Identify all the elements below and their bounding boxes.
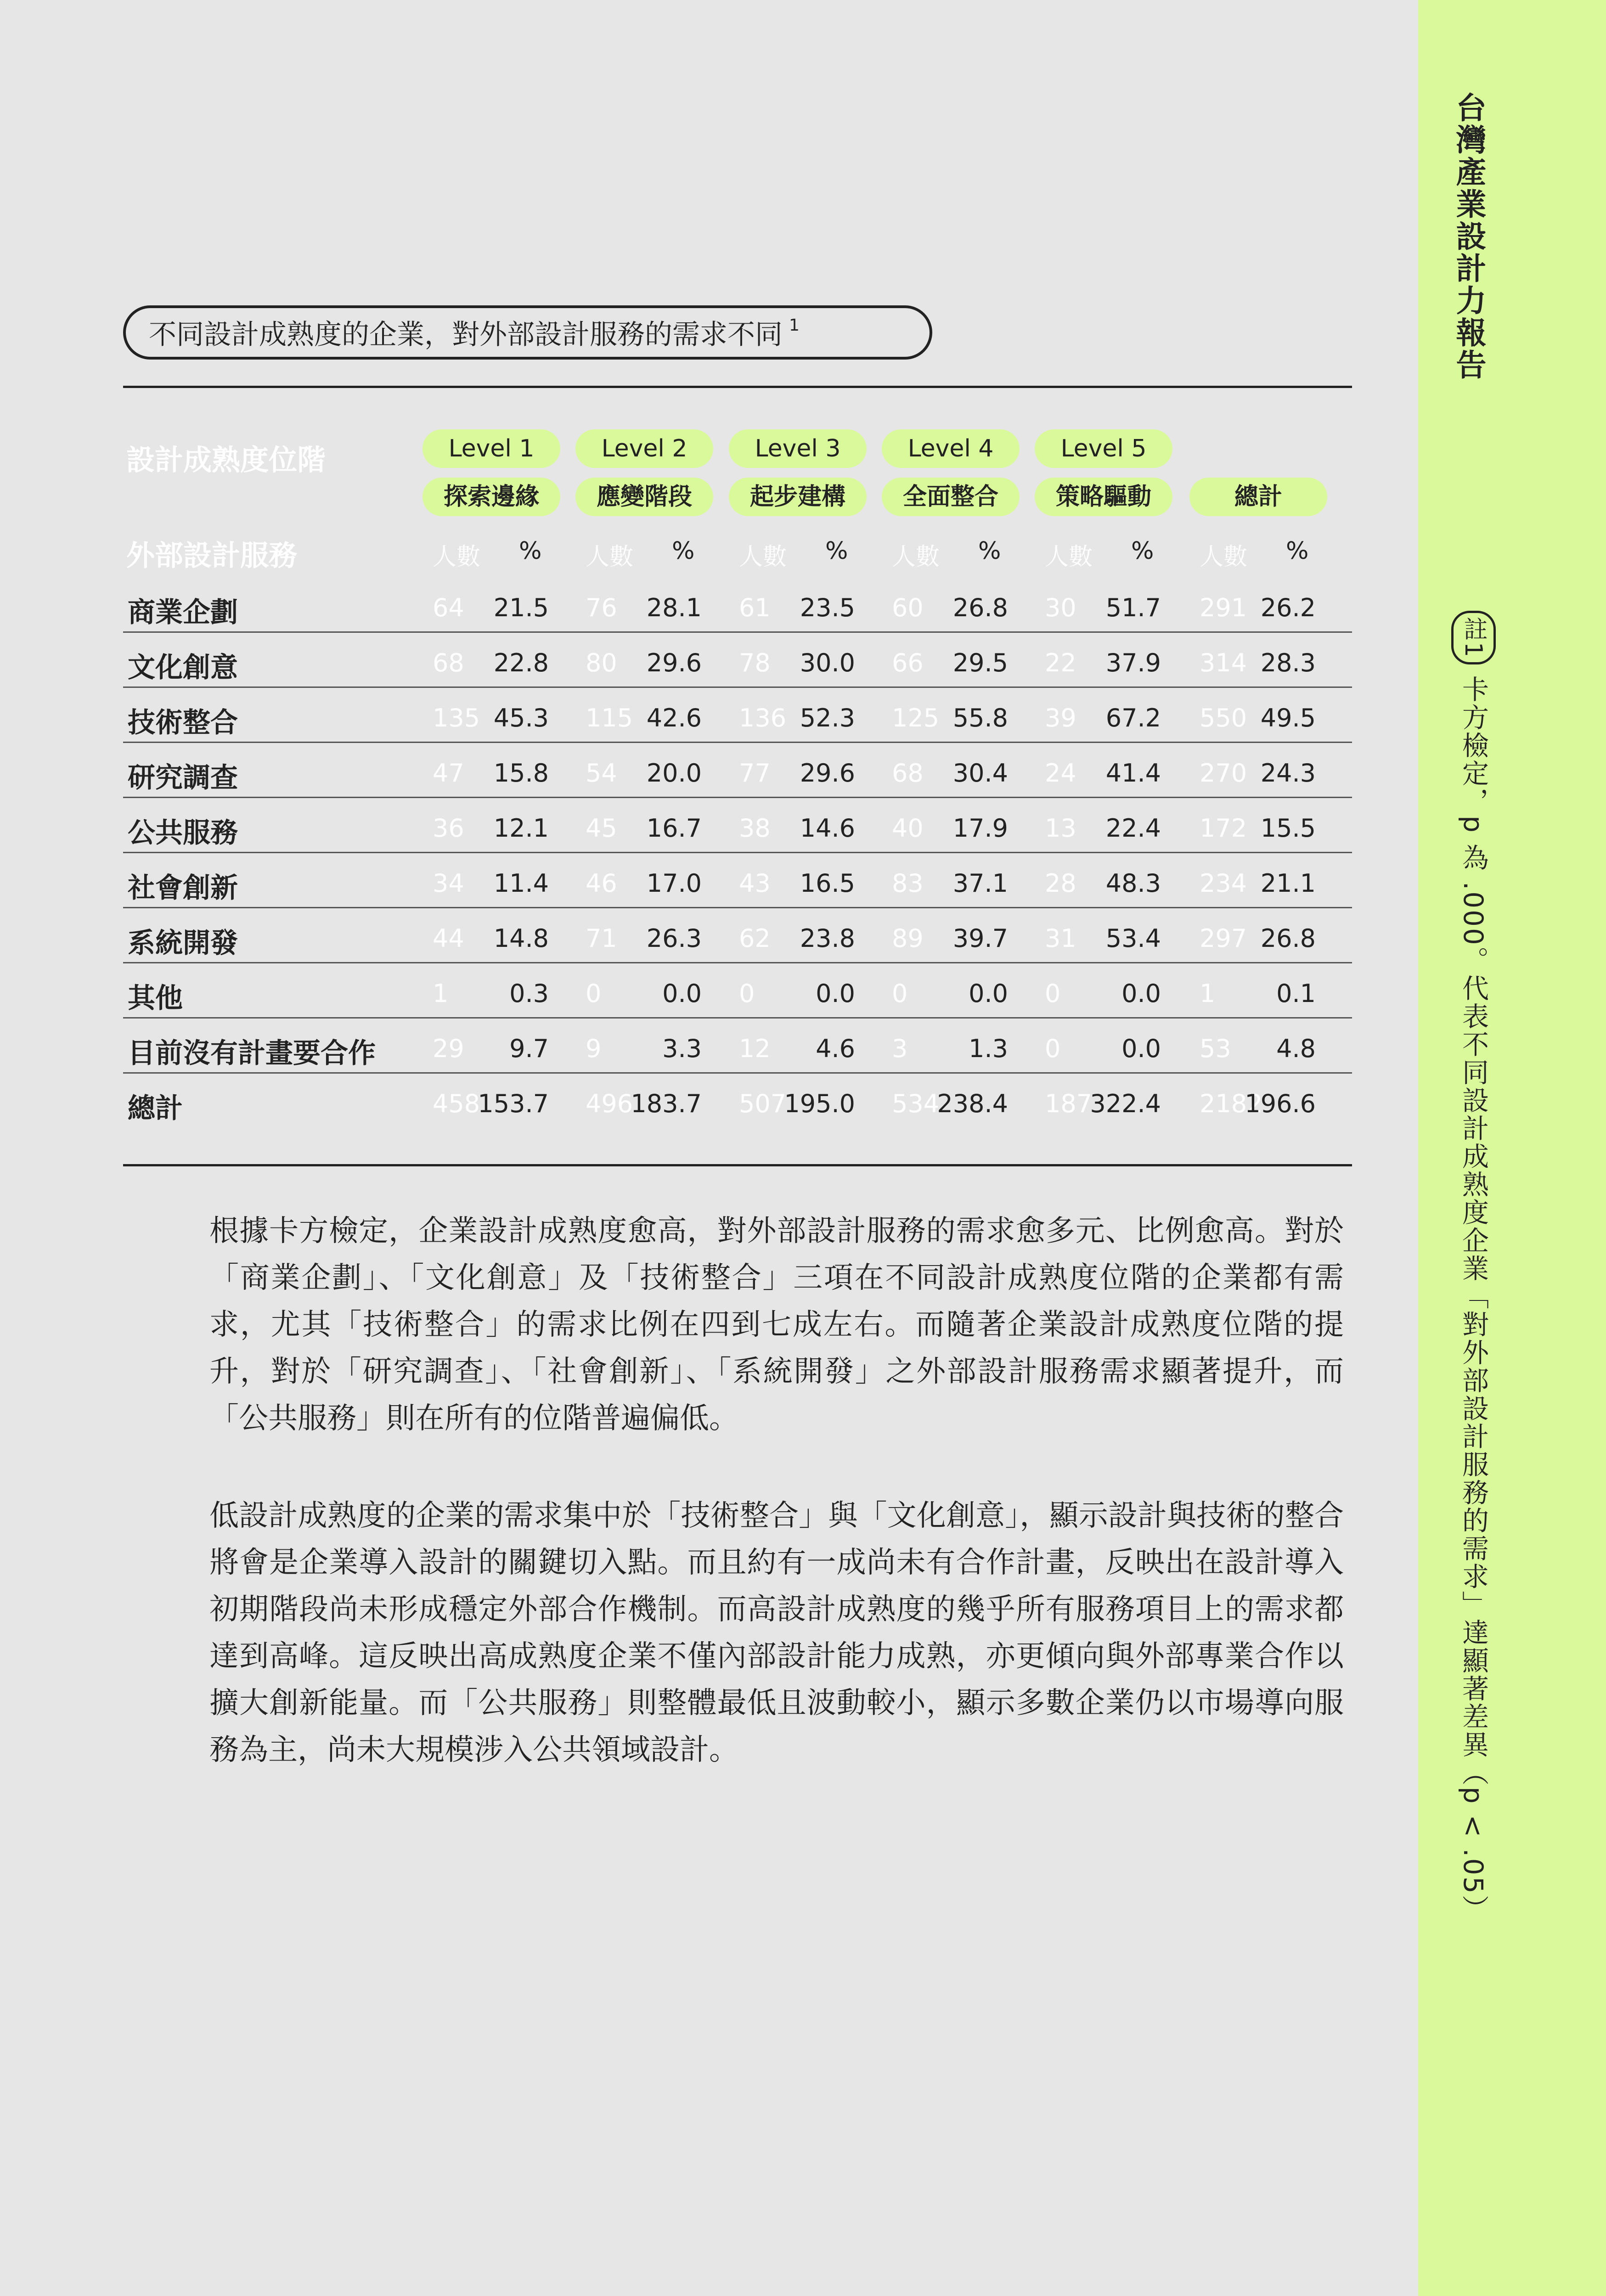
percent-cell: 55.8 — [952, 703, 1008, 732]
percent-cell: 1.3 — [969, 1034, 1008, 1063]
percent-cell: 48.3 — [1105, 869, 1161, 898]
percent-cell: 30.4 — [952, 759, 1008, 788]
count-cell: 46 — [586, 869, 617, 898]
table-bottom-rule — [123, 1164, 1352, 1166]
count-cell: 9 — [586, 1034, 602, 1063]
count-cell: 0 — [739, 979, 755, 1008]
count-cell: 172 — [1200, 814, 1247, 843]
count-cell: 135 — [433, 703, 480, 732]
percent-cell: 30.0 — [800, 648, 855, 677]
percent-cell: 195.0 — [784, 1089, 855, 1118]
percent-cell: 15.5 — [1260, 814, 1316, 843]
service-name: 研究調查 — [128, 762, 238, 794]
caption-footnote-mark: 1 — [789, 315, 800, 335]
percent-cell: 21.5 — [493, 593, 549, 622]
col-header-label: 外部設計服務 — [126, 539, 298, 572]
count-column-header: 人數 — [1200, 543, 1248, 571]
service-name: 技術整合 — [128, 707, 238, 739]
count-cell: 68 — [892, 759, 924, 788]
service-name: 系統開發 — [128, 927, 238, 959]
count-column-header: 人數 — [433, 543, 481, 571]
table-row — [123, 1019, 1352, 1074]
count-column-header: 人數 — [1045, 543, 1093, 571]
count-cell: 45 — [586, 814, 617, 843]
percent-cell: 28.3 — [1260, 648, 1316, 677]
percent-cell: 17.9 — [952, 814, 1008, 843]
count-cell: 60 — [892, 593, 924, 622]
percent-column-header: % — [519, 537, 542, 565]
table-caption — [123, 305, 932, 360]
count-cell: 22 — [1045, 648, 1076, 677]
level-pill: Level 5 — [1035, 429, 1172, 468]
table-row — [123, 908, 1352, 963]
table-row — [123, 798, 1352, 853]
percent-cell: 51.7 — [1105, 593, 1161, 622]
stage-pill: 應變階段 — [575, 478, 713, 516]
paragraph-2: 低設計成熟度的企業的需求集中於「技術整合」與「文化創意」，顯示設計與技術的整合將會是企業導入設計的關鍵切入點。而且約有一成尚未有合作計畫，反映出在設計導入初期階段尚未形成穩定外部合作機制。而高設計成熟度的幾乎所有服務項目上的需求都達到高峰。這反映出高成熟度企業不僅內部設計能力成熟，亦更傾向與外部專業合作以擴大創新能量。而「公共服務」則整體最低且波動較小，顯示多數企業仍以市場導向服務為主，尚未大規模涉入公共領域設計。 — [209, 1499, 1344, 1767]
percent-cell: 23.8 — [800, 924, 855, 953]
percent-cell: 26.8 — [1260, 924, 1316, 953]
percent-cell: 0.1 — [1276, 979, 1316, 1008]
count-cell: 38 — [739, 814, 771, 843]
table-row — [123, 633, 1352, 688]
count-cell: 136 — [739, 703, 787, 732]
percent-cell: 238.4 — [937, 1089, 1008, 1118]
count-cell: 62 — [739, 924, 771, 953]
paragraph-1: 根據卡方檢定，企業設計成熟度愈高，對外部設計服務的需求愈多元、比例愈高。對於「商業企劃」、「文化創意」及「技術整合」三項在不同設計成熟度位階的企業都有需求，尤其「技術整合」的需求比例在四到七成左右。而隨著企業設計成熟度位階的提升，對於「研究調查」、「社會創新」、「系統開發」之外部設計服務需求顯著提升，而「公共服務」則在所有的位階普遍偏低。 — [209, 1214, 1344, 1435]
count-cell: 83 — [892, 869, 924, 898]
percent-cell: 52.3 — [800, 703, 855, 732]
count-cell: 77 — [739, 759, 771, 788]
table-row — [123, 1074, 1352, 1129]
count-cell: 29 — [433, 1034, 464, 1063]
level-pill: Level 3 — [729, 429, 867, 468]
percent-cell: 29.6 — [800, 759, 855, 788]
count-cell: 187 — [1045, 1089, 1093, 1118]
count-cell: 270 — [1200, 759, 1247, 788]
stage-pill: 策略驅動 — [1035, 478, 1172, 516]
count-cell: 64 — [433, 593, 464, 622]
percent-cell: 322.4 — [1090, 1089, 1161, 1118]
count-cell: 78 — [739, 648, 771, 677]
caption-text: 不同設計成熟度的企業，對外部設計服務的需求不同 — [149, 319, 783, 351]
stage-pill: 起步建構 — [729, 478, 867, 516]
percent-cell: 22.4 — [1105, 814, 1161, 843]
count-cell: 34 — [433, 869, 464, 898]
count-cell: 13 — [1045, 814, 1076, 843]
footnote-text: 卡方檢定，p 為 .000。代表不同設計成熟度企業「對外部設計服務的需求」達顯著差異（p < .05） — [1458, 675, 1489, 1923]
count-cell: 234 — [1200, 869, 1247, 898]
count-cell: 36 — [433, 814, 464, 843]
count-cell: 115 — [586, 703, 633, 732]
count-cell: 24 — [1045, 759, 1076, 788]
count-cell: 507 — [739, 1089, 787, 1118]
percent-cell: 39.7 — [952, 924, 1008, 953]
count-cell: 71 — [586, 924, 617, 953]
count-cell: 0 — [892, 979, 908, 1008]
count-cell: 39 — [1045, 703, 1076, 732]
percent-cell: 45.3 — [493, 703, 549, 732]
percent-cell: 26.3 — [646, 924, 702, 953]
percent-cell: 0.0 — [1121, 1034, 1161, 1063]
percent-column-header: % — [1131, 537, 1154, 565]
count-cell: 40 — [892, 814, 924, 843]
count-cell: 28 — [1045, 869, 1076, 898]
count-column-header: 人數 — [739, 543, 787, 571]
service-name: 商業企劃 — [128, 597, 238, 629]
percent-cell: 4.8 — [1276, 1034, 1316, 1063]
count-cell: 12 — [739, 1034, 771, 1063]
table-row — [123, 963, 1352, 1019]
percent-cell: 20.0 — [646, 759, 702, 788]
percent-cell: 49.5 — [1260, 703, 1316, 732]
percent-cell: 67.2 — [1105, 703, 1161, 732]
percent-cell: 15.8 — [493, 759, 549, 788]
percent-cell: 4.6 — [816, 1034, 855, 1063]
count-cell: 44 — [433, 924, 464, 953]
footnote-badge: 註1 — [1451, 611, 1496, 664]
count-cell: 2182 — [1200, 1089, 1263, 1118]
table-top-rule — [123, 386, 1352, 388]
level-pill: Level 4 — [882, 429, 1020, 468]
percent-cell: 0.0 — [969, 979, 1008, 1008]
count-cell: 3 — [892, 1034, 908, 1063]
count-cell: 1 — [1200, 979, 1216, 1008]
count-cell: 291 — [1200, 593, 1247, 622]
percent-cell: 21.1 — [1260, 869, 1316, 898]
percent-cell: 42.6 — [646, 703, 702, 732]
count-cell: 89 — [892, 924, 924, 953]
table-row — [123, 688, 1352, 743]
percent-cell: 22.8 — [493, 648, 549, 677]
percent-cell: 196.6 — [1245, 1089, 1316, 1118]
count-cell: 458 — [433, 1089, 480, 1118]
percent-cell: 0.3 — [509, 979, 549, 1008]
footnote — [1451, 611, 1496, 1923]
count-cell: 0 — [1045, 1034, 1061, 1063]
service-name: 文化創意 — [128, 652, 238, 684]
stage-pill: 探索邊緣 — [423, 478, 560, 516]
count-cell: 66 — [892, 648, 924, 677]
count-cell: 534 — [892, 1089, 940, 1118]
percent-column-header: % — [825, 537, 848, 565]
stage-pill: 總計 — [1189, 478, 1327, 516]
count-column-header: 人數 — [586, 543, 634, 571]
percent-cell: 28.1 — [646, 593, 702, 622]
percent-cell: 12.1 — [493, 814, 549, 843]
table-row — [123, 743, 1352, 798]
percent-cell: 3.3 — [662, 1034, 702, 1063]
percent-column-header: % — [672, 537, 695, 565]
percent-cell: 26.8 — [952, 593, 1008, 622]
count-cell: 496 — [586, 1089, 633, 1118]
percent-cell: 153.7 — [478, 1089, 549, 1118]
percent-cell: 26.2 — [1260, 593, 1316, 622]
count-cell: 0 — [586, 979, 602, 1008]
percent-cell: 0.0 — [662, 979, 702, 1008]
level-pill: Level 1 — [423, 429, 560, 468]
percent-cell: 16.7 — [646, 814, 702, 843]
count-cell: 54 — [586, 759, 617, 788]
table-row — [123, 853, 1352, 908]
percent-cell: 0.0 — [816, 979, 855, 1008]
percent-cell: 29.6 — [646, 648, 702, 677]
percent-cell: 37.1 — [952, 869, 1008, 898]
count-cell: 550 — [1200, 703, 1247, 732]
service-name: 其他 — [128, 982, 183, 1014]
percent-cell: 9.7 — [509, 1034, 549, 1063]
count-cell: 125 — [892, 703, 940, 732]
stage-pill: 全面整合 — [882, 478, 1020, 516]
count-cell: 76 — [586, 593, 617, 622]
percent-cell: 41.4 — [1105, 759, 1161, 788]
percent-cell: 0.0 — [1121, 979, 1161, 1008]
count-cell: 47 — [433, 759, 464, 788]
service-name: 目前沒有計畫要合作 — [128, 1037, 376, 1069]
table-row — [123, 578, 1352, 633]
count-cell: 297 — [1200, 924, 1247, 953]
percent-cell: 53.4 — [1105, 924, 1161, 953]
percent-cell: 24.3 — [1260, 759, 1316, 788]
count-cell: 68 — [433, 648, 464, 677]
percent-column-header: % — [978, 537, 1001, 565]
count-cell: 30 — [1045, 593, 1076, 622]
count-cell: 0 — [1045, 979, 1061, 1008]
count-cell: 61 — [739, 593, 771, 622]
count-column-header: 人數 — [892, 543, 940, 571]
count-cell: 31 — [1045, 924, 1076, 953]
count-cell: 80 — [586, 648, 617, 677]
percent-cell: 23.5 — [800, 593, 855, 622]
percent-cell: 37.9 — [1105, 648, 1161, 677]
percent-cell: 11.4 — [493, 869, 549, 898]
percent-cell: 183.7 — [631, 1089, 702, 1118]
count-cell: 53 — [1200, 1034, 1231, 1063]
level-pill: Level 2 — [575, 429, 713, 468]
service-name: 公共服務 — [128, 817, 238, 849]
report-title: 台灣產業設計力報告 — [1451, 92, 1486, 381]
count-cell: 43 — [739, 869, 771, 898]
percent-column-header: % — [1286, 537, 1309, 565]
count-cell: 314 — [1200, 648, 1247, 677]
row-header-label: 設計成熟度位階 — [126, 443, 326, 477]
percent-cell: 16.5 — [800, 869, 855, 898]
percent-cell: 14.8 — [493, 924, 549, 953]
count-cell: 1 — [433, 979, 449, 1008]
percent-cell: 14.6 — [800, 814, 855, 843]
percent-cell: 17.0 — [646, 869, 702, 898]
percent-cell: 29.5 — [952, 648, 1008, 677]
service-name: 社會創新 — [128, 872, 238, 904]
service-name: 總計 — [128, 1092, 183, 1125]
